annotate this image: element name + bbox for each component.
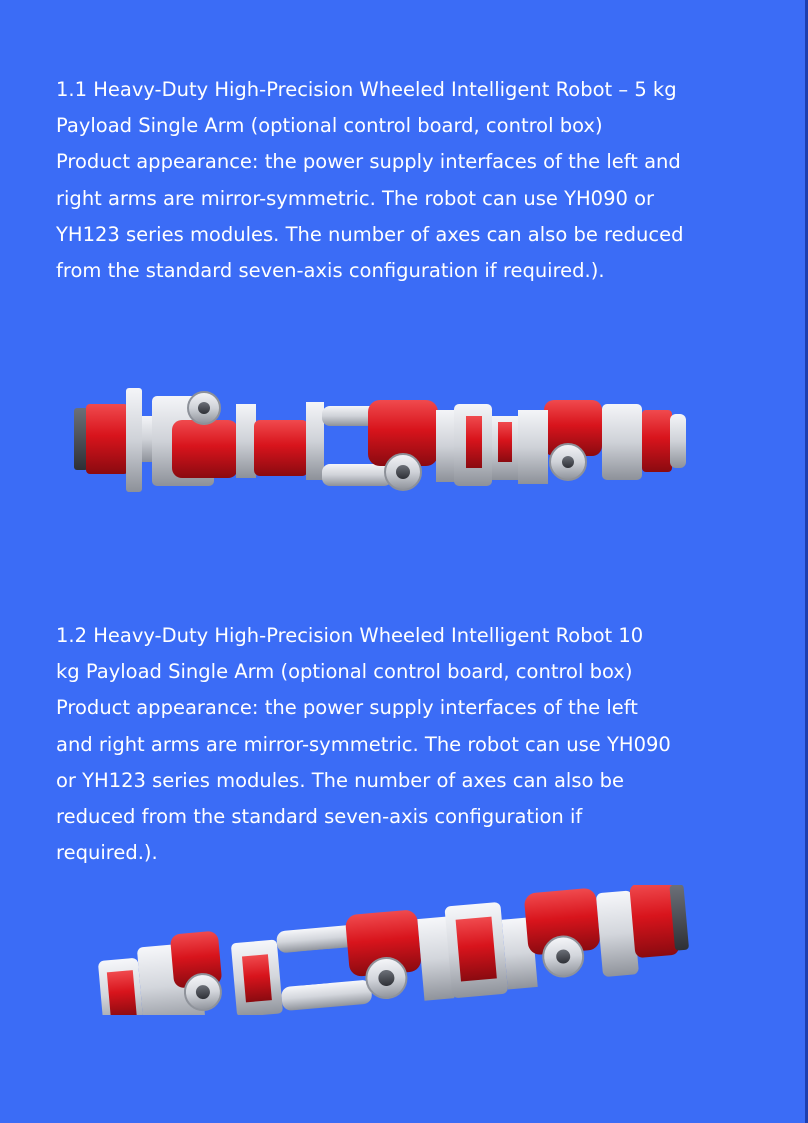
section-1-line: from the standard seven-axis configuration if required.).: [56, 259, 605, 283]
section-2-line: reduced from the standard seven-axis configuration if: [56, 805, 583, 829]
section-2-line: kg Payload Single Arm (optional control board, control box): [56, 660, 633, 684]
section-2-line: required.).: [56, 841, 158, 865]
section-2-line: 1.2 Heavy-Duty High-Precision Wheeled Intelligent Robot 10: [56, 624, 644, 647]
section-1-text: [56, 72, 683, 289]
section-2-line: and right arms are mirror-symmetric. The robot can use YH090: [56, 732, 671, 756]
section-2-text: [56, 618, 671, 871]
section-1-line: right arms are mirror-symmetric. The robot can use YH090 or: [56, 186, 655, 210]
section-1-line: Payload Single Arm (optional control board, control box): [56, 114, 603, 138]
section-2-line: Product appearance: the power supply interfaces of the left: [56, 696, 638, 720]
section-2-line: or YH123 series modules. The number of axes can also be: [56, 768, 624, 792]
section-1-line: Product appearance: the power supply interfaces of the left and: [56, 150, 681, 174]
robot-arm-5kg-image: [68, 380, 698, 500]
section-1-line: 1.1 Heavy-Duty High-Precision Wheeled Intelligent Robot – 5 kg: [56, 78, 677, 101]
section-1-line: YH123 series modules. The number of axes can also be reduced: [56, 222, 684, 246]
robot-arm-10kg-image: [92, 885, 702, 1015]
